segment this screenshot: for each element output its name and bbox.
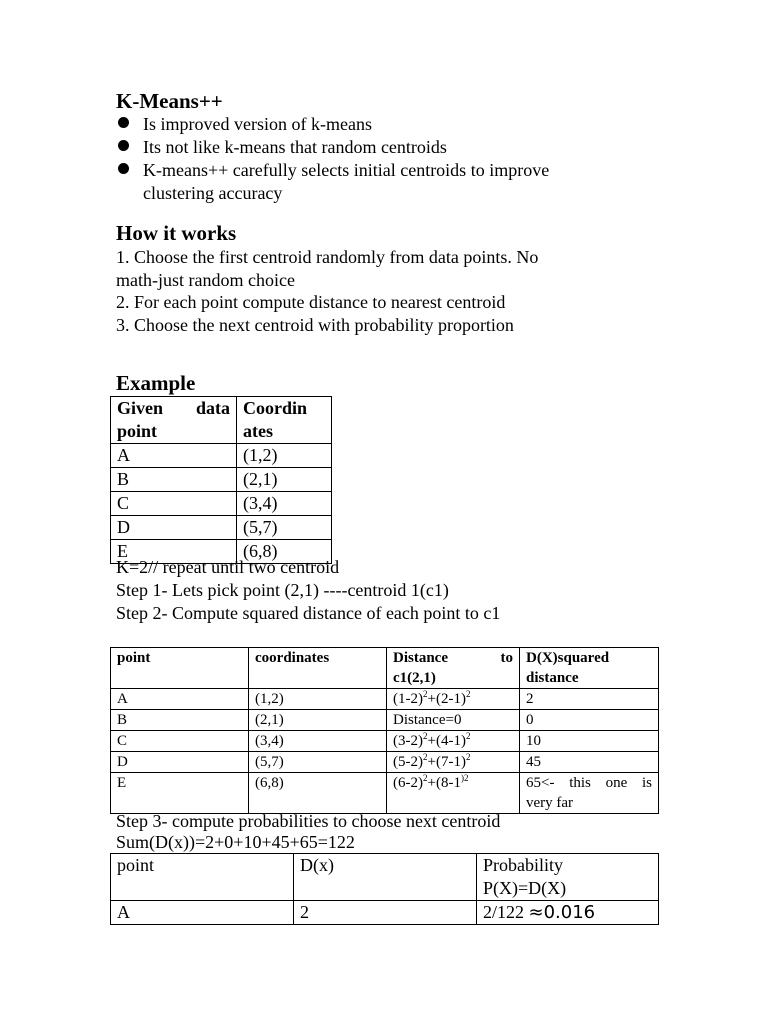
how-line-4: 3. Choose the next centroid with probability proportion <box>116 315 514 335</box>
kmeanspp-heading: K-Means++ <box>116 89 223 113</box>
header-probability: Probability P(X)=D(X) <box>477 854 659 901</box>
table-row: B (2,1) <box>111 468 332 492</box>
how-line-3: 2. For each point compute distance to nearest centroid <box>116 292 506 312</box>
sum-line: Sum(D(x))=2+0+10+45+65=122 <box>116 832 355 852</box>
table-row: D (5,7) $(5-2)^2+(7-1)^2$ 45 <box>111 752 659 773</box>
header-dx-squared: D(X)squared distance <box>520 648 659 689</box>
table-row: B (2,1) Distance=0 0 <box>111 710 659 731</box>
header-given-data-point: Given data point <box>111 397 237 444</box>
header-point: point <box>111 854 294 901</box>
bullet-2: Its not like k-means that random centroids <box>143 137 447 157</box>
bullet-3-continued: clustering accuracy <box>143 183 283 203</box>
how-line-2: math-just random choice <box>116 270 295 290</box>
step-3-line: Step 3- compute probabilities to choose next centroid <box>116 811 501 831</box>
table-header-row <box>111 397 332 444</box>
bullet-3: K-means++ carefully selects initial centroids to improve <box>143 160 550 180</box>
header-point: point <box>111 648 249 689</box>
header-coordinates: Coordin ates <box>237 397 332 444</box>
header-distance: Distance to c1(2,1) <box>387 648 520 689</box>
bullet-icon <box>118 140 129 151</box>
table-header-row <box>111 648 659 689</box>
how-it-works-heading: How it works <box>116 221 237 245</box>
bullet-icon <box>118 117 129 128</box>
table-row: C (3,4) $(3-2)^2+(4-1)^2$ 10 <box>111 731 659 752</box>
table-row: C (3,4) <box>111 492 332 516</box>
step-1-line: Step 1- Lets pick point (2,1) ----centroid 1(c1) <box>116 580 449 600</box>
table-row: A 2 2/122 ≈0.016 <box>111 901 659 925</box>
table-row: E (6,8) <box>111 540 332 564</box>
table-row: E (6,8) $(6-2)^2+(8-1^{)2}$ 65<- this one is very far <box>111 773 659 814</box>
how-line-1: 1. Choose the first centroid randomly from data points. No <box>116 247 539 267</box>
bullet-icon <box>118 163 129 174</box>
table-row: D (5,7) <box>111 516 332 540</box>
data-points-table <box>110 396 332 564</box>
k-equals-line: K=2// repeat until two centroid <box>116 557 340 577</box>
probability-table <box>110 853 659 925</box>
table-row: A (1,2) $(1-2)^2+(2-1)^2$ 2 <box>111 689 659 710</box>
header-coordinates: coordinates <box>249 648 387 689</box>
bullet-1: Is improved version of k-means <box>143 114 372 134</box>
table-header-row <box>111 854 659 901</box>
header-dx: D(x) <box>294 854 477 901</box>
distance-table <box>110 647 659 814</box>
step-2-line: Step 2- Compute squared distance of each point to c1 <box>116 603 501 623</box>
table-row: A (1,2) <box>111 444 332 468</box>
example-heading: Example <box>116 371 196 395</box>
